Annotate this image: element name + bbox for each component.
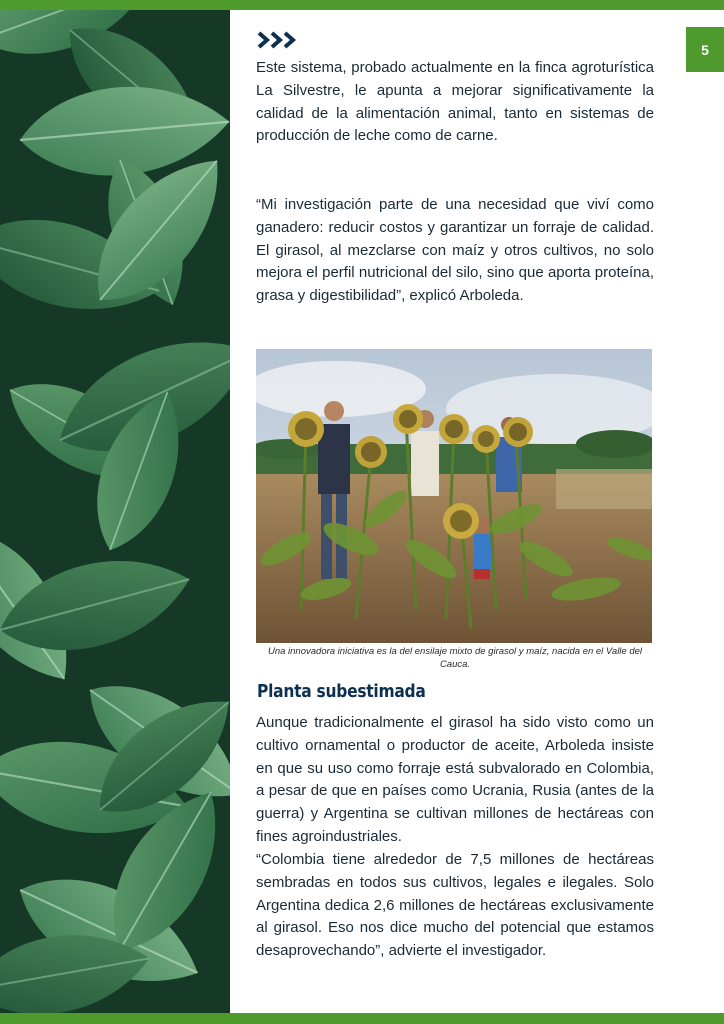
section-paragraph-2: “Colombia tiene alrededor de 7,5 millones de hectáreas sembradas en todos sus cultivos, legales e ilegales. Solo Argentina dedica 2,6 millones de hectáreas exclusivamente al girasol. Eso nos dice mucho del potencial que estamos desaprovechando”, advierte el investigador. <box>256 851 654 960</box>
sunflower-harvest-photo <box>256 349 652 643</box>
top-accent-bar <box>0 0 724 10</box>
leaves-illustration <box>0 10 230 1013</box>
section-paragraph-1: Aunque tradicionalmente el girasol ha sido visto como un cultivo ornamental o productor de aceite, Arboleda insiste en que su uso como forraje está subvalorado en Colombia, a pesar de que en países como Ucrania, Rusia (antes de la guerra) y Argentina se cultivan millones de hectáreas con fines agroindustriales. <box>256 714 654 845</box>
intro-paragraph-2: “Mi investigación parte de una necesidad que viví como ganadero: reducir costos y garantizar un forraje de calidad. El girasol, al mezclarse con maíz y otros cultivos, no solo mejora el perfil nutricional del silo, sino que aporta proteína, grasa y digestibilidad”, explicó Arboleda. <box>256 196 654 305</box>
leaves-image-panel <box>0 10 230 1013</box>
page-number-badge: 5 <box>686 27 724 72</box>
photo-caption: Una innovadora iniciativa es la del ensilaje mixto de girasol y maíz, nacida en el Valle del Cauca. <box>267 646 643 670</box>
section-heading: Planta subestimada <box>257 681 426 702</box>
bottom-accent-bar <box>0 1013 724 1024</box>
photo-illustration <box>256 349 652 643</box>
triple-chevron-right-icon <box>257 30 299 50</box>
intro-paragraph-1: Este sistema, probado actualmente en la finca agroturística La Silvestre, le apunta a mejorar significativamente la calidad de la alimentación animal, tanto en sistemas de producción de leche como de carne. <box>256 59 654 145</box>
